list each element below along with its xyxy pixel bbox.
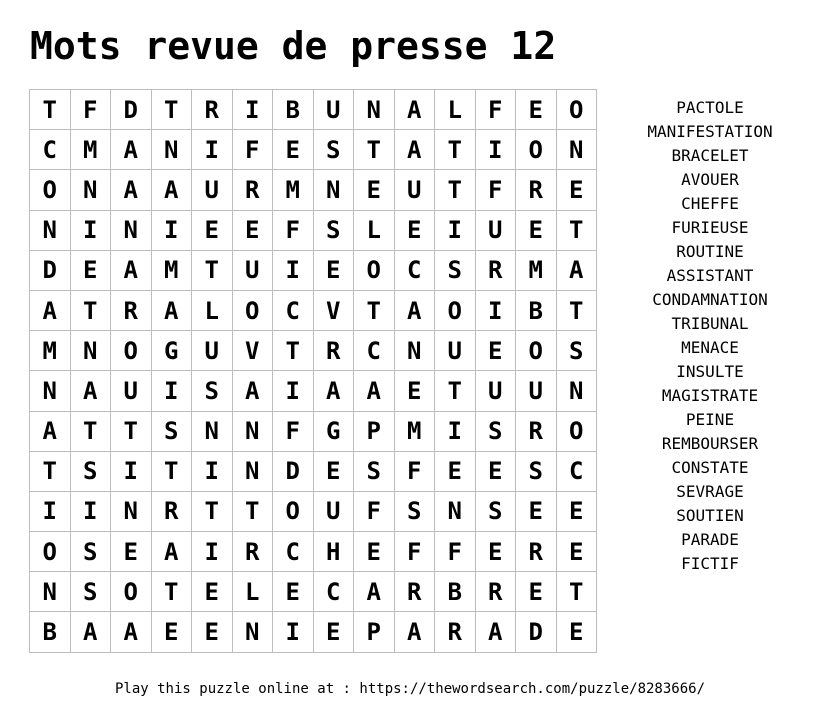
grid-cell[interactable]: U	[475, 371, 516, 411]
grid-cell[interactable]: E	[70, 250, 111, 290]
grid-cell[interactable]: O	[435, 290, 476, 330]
grid-cell[interactable]: A	[30, 290, 71, 330]
grid-cell[interactable]: C	[556, 451, 597, 491]
grid-cell[interactable]: N	[232, 411, 273, 451]
word-list-item: MAGISTRATE	[661, 386, 759, 405]
grid-cell[interactable]: E	[354, 170, 395, 210]
grid-cell[interactable]: E	[516, 491, 557, 531]
grid-cell[interactable]: U	[394, 170, 435, 210]
grid-cell[interactable]: E	[475, 451, 516, 491]
grid-cell[interactable]: R	[475, 572, 516, 612]
grid-cell[interactable]: U	[192, 170, 233, 210]
grid-cell[interactable]: N	[232, 451, 273, 491]
grid-cell[interactable]: A	[151, 170, 192, 210]
grid-cell[interactable]: G	[313, 411, 354, 451]
grid-cell[interactable]: N	[556, 130, 597, 170]
grid-cell[interactable]: O	[111, 572, 152, 612]
grid-cell[interactable]: E	[313, 451, 354, 491]
grid-cell[interactable]: R	[394, 572, 435, 612]
grid-row	[30, 210, 597, 250]
grid-cell[interactable]: F	[435, 532, 476, 572]
grid-cell[interactable]: I	[273, 250, 314, 290]
grid-cell[interactable]: T	[556, 290, 597, 330]
word-list	[630, 96, 790, 576]
grid-cell[interactable]: S	[70, 532, 111, 572]
grid-cell[interactable]: C	[354, 331, 395, 371]
grid-cell[interactable]: V	[232, 331, 273, 371]
grid-cell[interactable]: R	[111, 290, 152, 330]
grid-cell[interactable]: E	[475, 532, 516, 572]
grid-cell[interactable]: R	[313, 331, 354, 371]
grid-cell[interactable]: A	[475, 612, 516, 652]
grid-cell[interactable]: R	[151, 491, 192, 531]
grid-cell[interactable]: A	[354, 572, 395, 612]
grid-cell[interactable]: T	[70, 290, 111, 330]
grid-cell[interactable]: A	[111, 250, 152, 290]
grid-cell[interactable]: R	[516, 170, 557, 210]
grid-row	[30, 250, 597, 290]
grid-cell[interactable]: E	[556, 170, 597, 210]
grid-cell[interactable]: I	[70, 210, 111, 250]
grid-cell[interactable]: O	[354, 250, 395, 290]
grid-row	[30, 130, 597, 170]
grid-cell[interactable]: F	[475, 170, 516, 210]
grid-cell[interactable]: T	[556, 572, 597, 612]
grid-cell[interactable]: I	[151, 371, 192, 411]
word-list-item: INSULTE	[676, 362, 744, 381]
puzzle-title: Mots revue de presse 12	[30, 24, 557, 68]
footer-text: Play this puzzle online at : https://thewordsearch.com/puzzle/8283666/	[114, 681, 705, 697]
word-list-item: ROUTINE	[676, 242, 744, 261]
grid-cell[interactable]: T	[151, 451, 192, 491]
grid-cell[interactable]: B	[435, 572, 476, 612]
grid-cell[interactable]: R	[232, 532, 273, 572]
word-list-item: SEVRAGE	[676, 482, 744, 501]
grid-cell[interactable]: E	[111, 532, 152, 572]
grid-cell[interactable]: I	[70, 491, 111, 531]
word-list-item: FURIEUSE	[671, 218, 749, 237]
grid-cell[interactable]: A	[394, 130, 435, 170]
grid-cell[interactable]: I	[232, 90, 273, 130]
grid-cell[interactable]: E	[354, 532, 395, 572]
grid-cell[interactable]: T	[192, 250, 233, 290]
word-list-item: PEINE	[685, 410, 735, 429]
grid-cell[interactable]: I	[435, 210, 476, 250]
word-list-item: PACTOLE	[676, 98, 744, 117]
grid-row	[30, 371, 597, 411]
grid-cell[interactable]: E	[556, 532, 597, 572]
grid-cell[interactable]: M	[70, 130, 111, 170]
grid-cell[interactable]: B	[30, 612, 71, 652]
grid-cell[interactable]: N	[70, 331, 111, 371]
grid-cell[interactable]: N	[30, 210, 71, 250]
grid-cell[interactable]: R	[192, 90, 233, 130]
grid-cell[interactable]: I	[192, 532, 233, 572]
grid-cell[interactable]: D	[516, 612, 557, 652]
grid-cell[interactable]: E	[273, 572, 314, 612]
grid-cell[interactable]: R	[475, 250, 516, 290]
grid-cell[interactable]: N	[30, 371, 71, 411]
word-list-item: AVOUER	[681, 170, 739, 189]
grid-cell[interactable]: N	[111, 491, 152, 531]
word-list-item: REMBOURSER	[661, 434, 759, 453]
grid-cell[interactable]: S	[435, 250, 476, 290]
grid-cell[interactable]: A	[111, 130, 152, 170]
grid-cell[interactable]: E	[192, 210, 233, 250]
grid-cell[interactable]: L	[232, 572, 273, 612]
grid-cell[interactable]: I	[435, 411, 476, 451]
grid-cell[interactable]: I	[151, 210, 192, 250]
grid-cell[interactable]: P	[354, 612, 395, 652]
grid-row	[30, 491, 597, 531]
grid-cell[interactable]: T	[151, 572, 192, 612]
word-list-item: CONSTATE	[671, 458, 749, 477]
letter-grid[interactable]	[29, 89, 597, 653]
grid-cell[interactable]: T	[232, 491, 273, 531]
grid-cell[interactable]: S	[70, 572, 111, 612]
grid-cell[interactable]: R	[516, 411, 557, 451]
grid-cell[interactable]: I	[111, 451, 152, 491]
grid-cell[interactable]: S	[313, 130, 354, 170]
grid-cell[interactable]: T	[435, 371, 476, 411]
grid-cell[interactable]: N	[354, 90, 395, 130]
grid-cell[interactable]: A	[313, 371, 354, 411]
grid-cell[interactable]: F	[394, 532, 435, 572]
grid-cell[interactable]: C	[30, 130, 71, 170]
word-list-item: MANIFESTATION	[647, 122, 773, 141]
grid-cell[interactable]: T	[192, 491, 233, 531]
grid-cell[interactable]: C	[273, 532, 314, 572]
grid-cell[interactable]: N	[151, 130, 192, 170]
grid-cell[interactable]: M	[30, 331, 71, 371]
grid-cell[interactable]: S	[151, 411, 192, 451]
grid-cell[interactable]: A	[111, 170, 152, 210]
grid-cell[interactable]: N	[70, 170, 111, 210]
grid-cell[interactable]: T	[70, 411, 111, 451]
grid-cell[interactable]: N	[556, 371, 597, 411]
grid-cell[interactable]: F	[354, 491, 395, 531]
grid-row	[30, 411, 597, 451]
grid-cell[interactable]: B	[516, 290, 557, 330]
grid-cell[interactable]: L	[192, 290, 233, 330]
grid-cell[interactable]: N	[192, 411, 233, 451]
grid-cell[interactable]: B	[273, 90, 314, 130]
word-list-item: CHEFFE	[681, 194, 739, 213]
grid-cell[interactable]: D	[111, 90, 152, 130]
grid-row	[30, 331, 597, 371]
grid-cell[interactable]: E	[394, 210, 435, 250]
grid-cell[interactable]: U	[475, 210, 516, 250]
grid-cell[interactable]: F	[273, 210, 314, 250]
grid-cell[interactable]: S	[192, 371, 233, 411]
grid-cell[interactable]: A	[394, 612, 435, 652]
grid-cell[interactable]: O	[516, 331, 557, 371]
grid-cell[interactable]: A	[354, 371, 395, 411]
word-list-item: FICTIF	[681, 554, 739, 573]
grid-cell[interactable]: I	[273, 371, 314, 411]
letter-grid-body	[30, 90, 597, 653]
grid-cell[interactable]: U	[313, 491, 354, 531]
grid-cell[interactable]: A	[111, 612, 152, 652]
grid-cell[interactable]: A	[394, 90, 435, 130]
word-list-item: PARADE	[681, 530, 739, 549]
grid-cell[interactable]: C	[273, 290, 314, 330]
grid-cell[interactable]: F	[70, 90, 111, 130]
grid-cell[interactable]: T	[354, 130, 395, 170]
grid-row	[30, 90, 597, 130]
grid-cell[interactable]: O	[273, 491, 314, 531]
grid-cell[interactable]: E	[556, 491, 597, 531]
grid-cell[interactable]: T	[151, 90, 192, 130]
grid-cell[interactable]: E	[151, 612, 192, 652]
word-list-item: BRACELET	[671, 146, 749, 165]
grid-cell[interactable]: E	[516, 90, 557, 130]
grid-cell[interactable]: M	[394, 411, 435, 451]
grid-cell[interactable]: A	[70, 371, 111, 411]
grid-cell[interactable]: O	[516, 130, 557, 170]
grid-cell[interactable]: L	[354, 210, 395, 250]
grid-cell[interactable]: E	[232, 210, 273, 250]
grid-cell[interactable]: E	[475, 331, 516, 371]
grid-cell[interactable]: F	[475, 90, 516, 130]
grid-row	[30, 612, 597, 652]
grid-cell[interactable]: E	[313, 612, 354, 652]
grid-cell[interactable]: C	[394, 250, 435, 290]
grid-cell[interactable]: E	[556, 612, 597, 652]
grid-cell[interactable]: I	[30, 491, 71, 531]
grid-cell[interactable]: E	[394, 371, 435, 411]
grid-cell[interactable]: E	[313, 250, 354, 290]
grid-cell[interactable]: S	[70, 451, 111, 491]
grid-cell[interactable]: S	[313, 210, 354, 250]
grid-cell[interactable]: A	[394, 290, 435, 330]
grid-cell[interactable]: I	[192, 451, 233, 491]
grid-cell[interactable]: N	[232, 612, 273, 652]
grid-cell[interactable]: R	[435, 612, 476, 652]
grid-cell[interactable]: E	[516, 210, 557, 250]
grid-cell[interactable]: N	[435, 491, 476, 531]
grid-cell[interactable]: R	[516, 532, 557, 572]
grid-cell[interactable]: U	[111, 371, 152, 411]
grid-row	[30, 290, 597, 330]
word-list-item: TRIBUNAL	[671, 314, 749, 333]
grid-cell[interactable]: T	[556, 210, 597, 250]
grid-cell[interactable]: I	[475, 290, 516, 330]
grid-row	[30, 532, 597, 572]
grid-cell[interactable]: E	[435, 451, 476, 491]
grid-cell[interactable]: N	[313, 170, 354, 210]
grid-cell[interactable]: F	[394, 451, 435, 491]
grid-cell[interactable]: I	[273, 612, 314, 652]
grid-cell[interactable]: D	[273, 451, 314, 491]
word-list-item: ASSISTANT	[666, 266, 754, 285]
word-list-item: MENACE	[681, 338, 739, 357]
grid-cell[interactable]: O	[30, 532, 71, 572]
grid-row	[30, 572, 597, 612]
word-list-item: SOUTIEN	[676, 506, 744, 525]
grid-cell[interactable]: E	[516, 572, 557, 612]
grid-cell[interactable]: O	[30, 170, 71, 210]
grid-cell[interactable]: T	[111, 411, 152, 451]
grid-cell[interactable]: U	[192, 331, 233, 371]
grid-row	[30, 451, 597, 491]
grid-cell[interactable]: F	[232, 130, 273, 170]
grid-cell[interactable]: G	[151, 331, 192, 371]
grid-row	[30, 170, 597, 210]
grid-cell[interactable]: D	[30, 250, 71, 290]
grid-cell[interactable]: U	[435, 331, 476, 371]
grid-cell[interactable]: A	[151, 532, 192, 572]
grid-cell[interactable]: H	[313, 532, 354, 572]
grid-cell[interactable]: T	[435, 130, 476, 170]
grid-cell[interactable]: O	[232, 290, 273, 330]
grid-cell[interactable]: S	[556, 331, 597, 371]
grid-cell[interactable]: M	[273, 170, 314, 210]
grid-cell[interactable]: T	[273, 331, 314, 371]
grid-cell[interactable]: E	[273, 130, 314, 170]
grid-cell[interactable]: A	[70, 612, 111, 652]
grid-cell[interactable]: I	[192, 130, 233, 170]
grid-cell[interactable]: N	[394, 331, 435, 371]
grid-cell[interactable]: T	[354, 290, 395, 330]
grid-cell[interactable]: S	[516, 451, 557, 491]
grid-cell[interactable]: E	[192, 612, 233, 652]
grid-cell[interactable]: O	[111, 331, 152, 371]
grid-cell[interactable]: U	[313, 90, 354, 130]
grid-cell[interactable]: R	[232, 170, 273, 210]
grid-cell[interactable]: U	[516, 371, 557, 411]
grid-cell[interactable]: I	[475, 130, 516, 170]
grid-cell[interactable]: C	[313, 572, 354, 612]
grid-cell[interactable]: M	[151, 250, 192, 290]
grid-cell[interactable]: T	[30, 451, 71, 491]
grid-cell[interactable]: S	[475, 491, 516, 531]
grid-cell[interactable]: T	[435, 170, 476, 210]
grid-cell[interactable]: L	[435, 90, 476, 130]
grid-cell[interactable]: A	[151, 290, 192, 330]
grid-cell[interactable]: T	[30, 90, 71, 130]
grid-cell[interactable]: N	[111, 210, 152, 250]
grid-cell[interactable]: M	[516, 250, 557, 290]
grid-cell[interactable]: U	[232, 250, 273, 290]
grid-cell[interactable]: O	[556, 411, 597, 451]
grid-cell[interactable]: A	[232, 371, 273, 411]
grid-cell[interactable]: O	[556, 90, 597, 130]
word-list-item: CONDAMNATION	[652, 290, 768, 309]
grid-cell[interactable]: N	[30, 572, 71, 612]
grid-cell[interactable]: S	[475, 411, 516, 451]
grid-cell[interactable]: V	[313, 290, 354, 330]
grid-cell[interactable]: S	[394, 491, 435, 531]
grid-cell[interactable]: A	[30, 411, 71, 451]
grid-cell[interactable]: A	[556, 250, 597, 290]
grid-cell[interactable]: S	[354, 451, 395, 491]
grid-cell[interactable]: F	[273, 411, 314, 451]
grid-cell[interactable]: E	[192, 572, 233, 612]
grid-cell[interactable]: P	[354, 411, 395, 451]
